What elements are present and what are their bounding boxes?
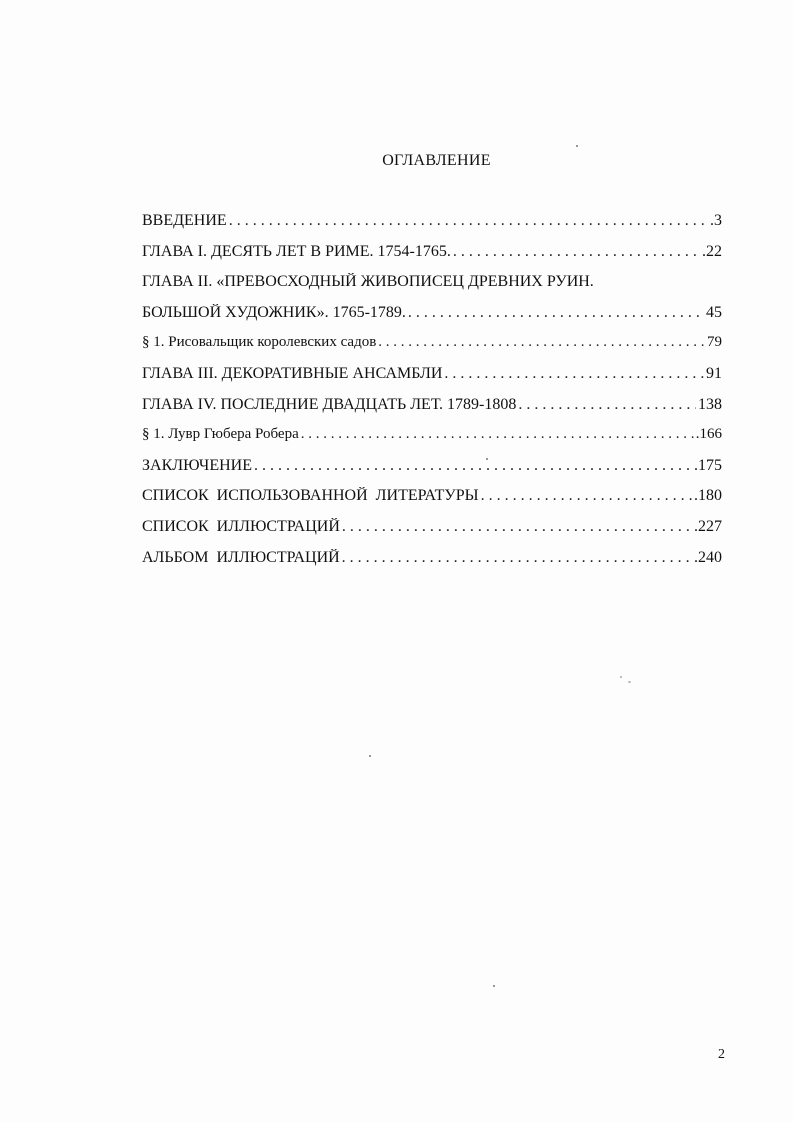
toc-entry-text: АЛЬБОМ ИЛЛЮСТРАЦИЙ [142,548,340,566]
toc-leader-dots [254,457,692,475]
toc-title: ОГЛАВЛЕНИЕ [382,152,491,169]
toc-entry-page: 91 [706,364,722,382]
toc-entry-conclusion [142,457,722,488]
toc-entry-page: 45 [706,303,722,321]
toc-entry-chapter-1 [142,243,722,274]
toc-leader-dots [408,304,704,322]
toc-leader-dots [301,426,694,443]
toc-entry-chapter-2-line-2 [142,304,722,335]
toc-entry-page: .227 [694,517,722,535]
toc-entry-page: 79 [707,334,722,351]
toc-entry-page: .3 [710,212,722,229]
toc-leader-dots [481,487,692,505]
toc-leader-dots [342,518,692,536]
toc-entry-chapter-4 [142,396,722,427]
toc-leader-dots [342,549,692,567]
toc-leader-dots [453,243,700,261]
toc-entry-illustration-album [142,549,722,580]
toc-entry-text: ГЛАВА IV. ПОСЛЕДНИЕ ДВАДЦАТЬ ЛЕТ. 1789-1808 [142,395,517,413]
toc-entry-chapter-3 [142,365,722,396]
toc-entry-text: ЗАКЛЮЧЕНИЕ [142,456,252,474]
toc-entry-text: СПИСОК ИСПОЛЬЗОВАННОЙ ЛИТЕРАТУРЫ [142,487,479,505]
toc-leader-dots [378,334,705,351]
toc-leader-dots [229,212,708,230]
toc-entry-page: 138 [698,395,722,413]
toc-entry-illustration-list [142,518,722,549]
toc-entry-section-4-1 [142,426,722,457]
scan-speck [576,145,578,147]
scan-speck [493,985,495,987]
toc-entry-text: § 1. Рисовальщик королевских садов [142,334,377,351]
scan-speck [628,681,631,683]
toc-entry-text: ГЛАВА I. ДЕСЯТЬ ЛЕТ В РИМЕ. 1754-1765. [142,242,451,260]
scan-speck [486,458,488,460]
toc-entry-text: ГЛАВА II. «ПРЕВОСХОДНЫЙ ЖИВОПИСЕЦ ДРЕВНИХ РУИН. [142,273,594,291]
toc-entry-page: .240 [694,548,722,566]
toc-entry-text: БОЛЬШОЙ ХУДОЖНИК». 1765-1789. [142,303,406,321]
toc-entry-bibliography [142,487,722,518]
toc-entry-page: .166 [695,426,722,443]
toc-leader-dots [518,396,696,414]
toc-entry-chapter-2-line-1 [142,273,722,304]
table-of-contents [142,212,722,579]
toc-entry-page: .180 [694,487,722,505]
page-number: 2 [718,1047,725,1062]
toc-entry-introduction [142,212,722,243]
scan-speck [369,755,371,757]
toc-entry-text: § 1. Лувр Гюбера Робера [142,426,299,443]
toc-leader-dots [444,365,704,383]
toc-entry-text: ГЛАВА III. ДЕКОРАТИВНЫЕ АНСАМБЛИ [142,364,443,382]
toc-entry-text: СПИСОК ИЛЛЮСТРАЦИЙ [142,517,340,535]
scan-speck [620,676,622,678]
toc-entry-page: .175 [694,456,722,474]
toc-entry-page: .22 [702,242,722,260]
toc-entry-text: ВВЕДЕНИЕ [142,212,227,229]
toc-entry-section-2-1 [142,334,722,365]
